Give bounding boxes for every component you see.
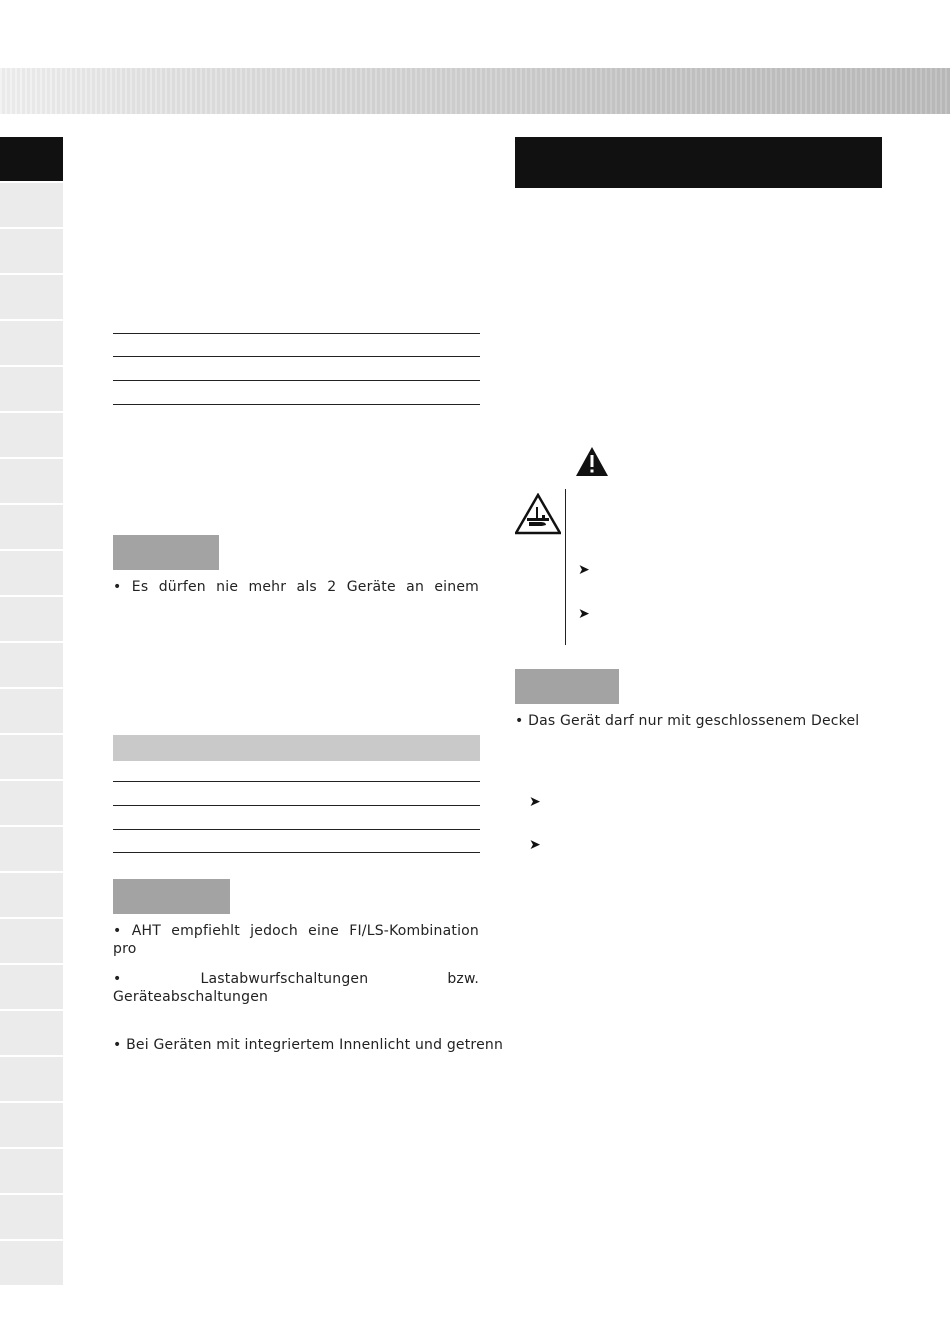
table-rule: [113, 829, 480, 830]
table-header-bar: [113, 735, 480, 761]
note-label-box: [113, 879, 230, 914]
note-label-box: [515, 669, 619, 704]
chapter-tab[interactable]: [0, 505, 63, 549]
chapter-tab-strip: [0, 137, 63, 1287]
table-rule: [113, 356, 480, 357]
arrow-bullet-icon: ➤: [578, 606, 590, 622]
chapter-tab[interactable]: [0, 827, 63, 871]
chapter-tab[interactable]: [0, 229, 63, 273]
chapter-tab[interactable]: [0, 367, 63, 411]
chapter-tab[interactable]: [0, 1103, 63, 1147]
note-bullet: • AHT empfiehlt jedoch eine FI/LS-Kombination pro: [113, 923, 479, 957]
chapter-tab[interactable]: [0, 781, 63, 825]
chapter-tab[interactable]: [0, 965, 63, 1009]
arrow-bullet-icon: ➤: [529, 837, 541, 853]
note-bullet: • Lastabwurfschaltungen bzw. Geräteabschaltungen: [113, 971, 479, 1005]
arrow-bullet-icon: ➤: [529, 794, 541, 810]
note-bullet: • Bei Geräten mit integriertem Innenlicht und getrenn: [113, 1037, 504, 1053]
chapter-tab[interactable]: [0, 413, 63, 457]
chapter-tab[interactable]: [0, 321, 63, 365]
table-rule: [113, 333, 480, 334]
chapter-tab[interactable]: [0, 1241, 63, 1285]
header-band: [0, 68, 950, 114]
chapter-tab[interactable]: [0, 1195, 63, 1239]
chapter-tab[interactable]: [0, 919, 63, 963]
hand-crush-hazard-icon: [515, 493, 561, 535]
chapter-tab[interactable]: [0, 1011, 63, 1055]
chapter-tab[interactable]: [0, 183, 63, 227]
chapter-tab[interactable]: [0, 735, 63, 779]
chapter-tab[interactable]: [0, 643, 63, 687]
chapter-tab[interactable]: [0, 1057, 63, 1101]
chapter-tab[interactable]: [0, 597, 63, 641]
table-rule: [113, 805, 480, 806]
table-rule: [113, 781, 480, 782]
table-rule: [113, 380, 480, 381]
chapter-tab[interactable]: [0, 873, 63, 917]
chapter-tab-active[interactable]: [0, 137, 63, 181]
chapter-tab[interactable]: [0, 1149, 63, 1193]
note-bullet: • Das Gerät darf nur mit geschlossenem Deckel: [515, 713, 860, 729]
table-rule: [113, 404, 480, 405]
arrow-bullet-icon: ➤: [578, 562, 590, 578]
table-rule: [113, 852, 480, 853]
warning-side-rule: [565, 489, 566, 645]
section-heading-bar: [515, 137, 882, 188]
note-bullet: • Es dürfen nie mehr als 2 Geräte an einem: [113, 579, 479, 595]
note-label-box: [113, 535, 219, 570]
chapter-tab[interactable]: [0, 275, 63, 319]
chapter-tab[interactable]: [0, 689, 63, 733]
chapter-tab[interactable]: [0, 459, 63, 503]
chapter-tab[interactable]: [0, 551, 63, 595]
warning-triangle-icon: [575, 446, 609, 477]
